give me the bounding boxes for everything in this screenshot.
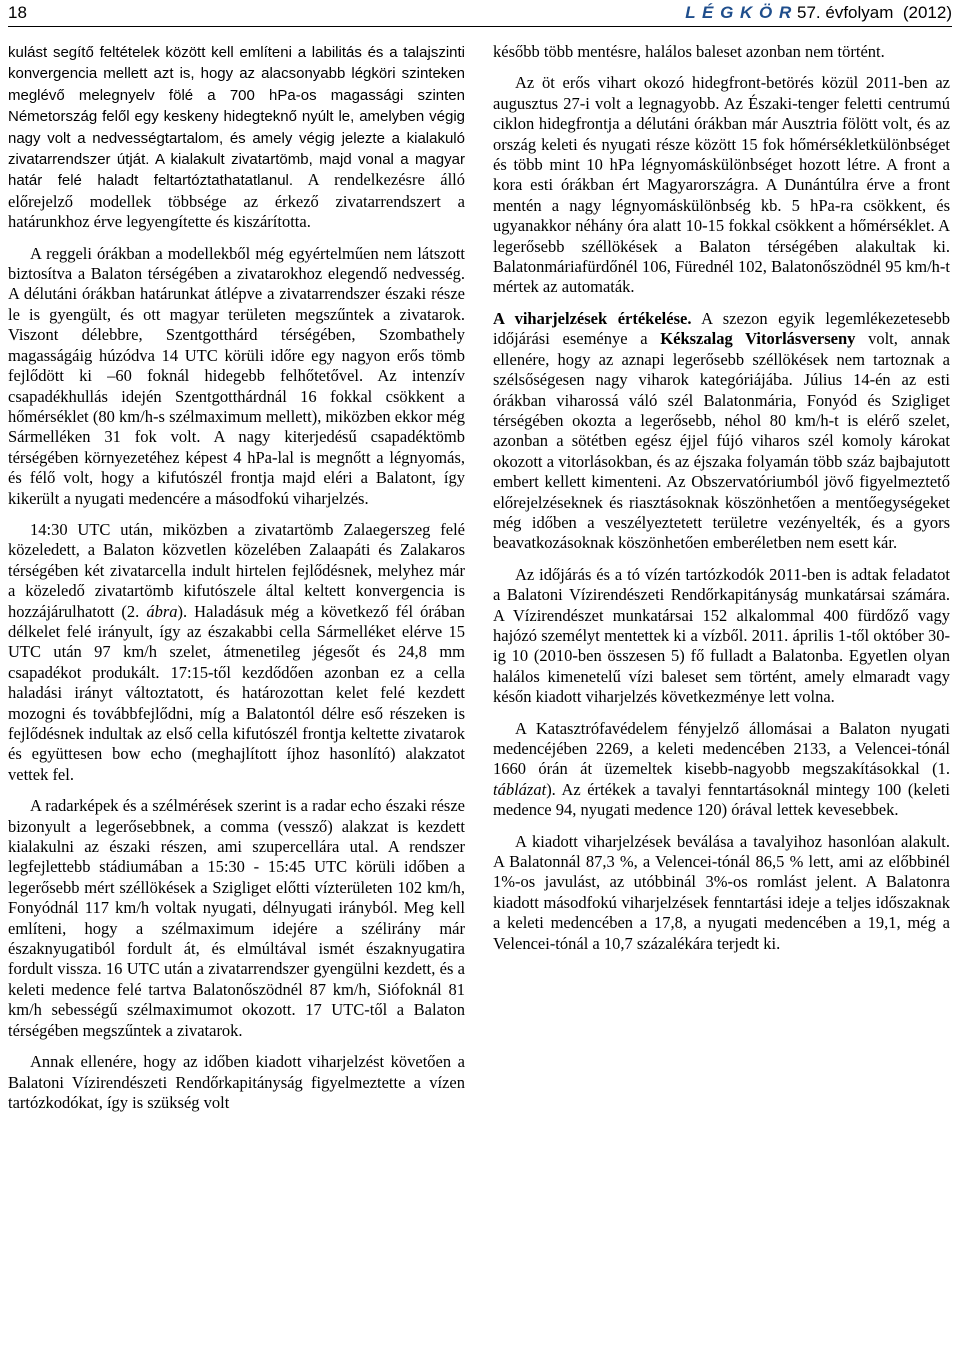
journal-name: L É G K Ö R <box>685 3 793 22</box>
figure-reference: ábra <box>146 601 178 621</box>
left-column <box>8 42 465 1124</box>
paragraph: A reggeli órákban a modellekből még egyértelműen nem látszott biztosítva a Balaton térségében a zivatarokhoz elegendő nedvesség. A délutáni órákban határunkat átlépve a zivatarrendszer északi része le is gyengült, és ott magyar területen megszűntek a zivatarok. Viszont délebbre, Szentgotthárd térségében, Szombathely magasságáig húzódva 14 UTC körüli időre egy nagyon erős tömb fejlődött ki –60 foknál hidegebb felhőtetővel. Az intenzív csapadékhullás idején Szentgotthárdnál 16 fokkal csökkent a hőmérséklet (80 km/h-s szélmaximum mellett), miközben ekkor még Sármelléken 31 fok volt. A nagy kiterjedésű csapadéktömb térségében környezetéhez képest 4 hPa-lal is megnőtt a légnyomás, és félő volt, hogy a kifutószél frontja majd eléri a Balatont, így kikerült a nyugati medencére a másodfokú viharjelzés. <box>8 243 465 508</box>
paragraph: A radarképek és a szélmérések szerint is a radar echo északi része bizonyult a legerősebbnek, a comma (vessző) alakzat is kezdett kialakulni az északi részen, ami szupercellára utal. A rendszer legfejlettebb stádiumában a 15:30 - 15:45 UTC körüli időben a legerősebb mért széllökések a Szigliget előtti vízterületen 102 km/h, Fonyódnál 117 km/h voltak nyugati, délnyugati irányból. Meg kell említeni, hogy a szélmaximum idejére a szélirány már északnyugatiból fordult át, és elmúltával ismét északnyugatira fordult vissza. 16 UTC után a zivatarrendszer gyengülni kezdett, és a keleti medence felé tartva Balatonőszödnél 87 km/h, Siófoknál 81 km/h sebességű szélmaximumot okozott. 17 UTC-től a Balaton térségében megszűntek a zivatarok. <box>8 796 465 1040</box>
journal-info <box>685 3 952 23</box>
paragraph <box>8 42 465 233</box>
journal-volume: 57. évfolyam (2012) <box>792 3 952 22</box>
paragraph <box>8 520 465 785</box>
section-heading: A viharjelzések értékelése. <box>493 308 692 328</box>
paragraph-text: A szezon egyik legemlékezetesebb időjárási eseménye a <box>493 308 950 349</box>
page-number: 18 <box>8 3 27 22</box>
page-header <box>8 0 952 27</box>
paragraph-text: ). Haladásuk még a következő fél órában délkelet felé irányult, így az északabbi cella Sármelléket elérve 15 UTC után 97 km/h szelet, átmenetileg jégesőt és 24,8 mm csapadékot produkált. 17:15-től kezdődően azonban ez a cella haladási irányt változtatott, és határozottan kelet felé kezdett mozogni és továbbfejlődni, míg a Balatontól délre eső részeken is fejlődésnek indultak az első cella kifutószél frontja keltette zivatarok és együttesen bow echo (meghajlított íjhoz hasonlító) alakzatot vettek fel. <box>8 601 466 784</box>
paragraph-text: ). Az értékek a tavalyi fenntartásoknál mintegy 100 (keleti medence 94, nyugati medence 120) órával lettek kevesebbek. <box>493 779 950 820</box>
paragraph-text: volt, annak ellenére, hogy az aznapi legerősebb széllökések nem tartoznak a szélsőségesen nagy viharok kategóriájába. Július 14-én az esti órákban viharossá váló szél Balatonmária, Fonyód és Szigliget térségében okozta a legerősebb, néhol 80 km/h-t is elérő szelet, azonban a sötétben egész éjjel fújó viharos szél komoly károkat okozott a vitorlásokban, és az éjszaka folyamán több száz bajbajutott embert kellett kimenteni. Az Obszervatóriumból jövő figyelmeztető előrejelzéseknek és riasztásoknak köszönhetően a mentőegységeket még időben a veszélyeztetett területre vezényelték, és a gyors beavatkozásoknak köszönhetően emberéletben nem esett kár. <box>493 329 950 553</box>
paragraph: Annak ellenére, hogy az időben kiadott viharjelzést követően a Balatoni Vízirendészeti Rendőrkapitányság figyelmeztette a vízen tartózkodókat, így is szükség volt <box>8 1052 465 1112</box>
table-reference: táblázat <box>493 779 547 799</box>
paragraph: A kiadott viharjelzések beválása a tavalyihoz hasonlóan alakult. A Balatonnál 87,3 %, a Velencei-tónál 86,5 % lett, ami az előbbinél 1%-os javulást, az utóbbinál 3%-os romlást jelent. A Balatonra kiadott másodfokú viharjelzések fenntartási ideje a teljes időszaknak a keleti medencében a 17,8, a nyugati medencében a 19,1, még a Velencei-tónál a 10,7 százalékára terjedt ki. <box>493 831 950 953</box>
right-column <box>493 42 950 965</box>
paragraph-text: A Katasztrófavédelem fényjelző állomásai a Balaton nyugati medencéjében 2269, a keleti medencében 2133, a Velencei-tónál 1660 órán át üzemeltek kisebb-nagyobb megszakításokkal (1. <box>493 718 950 779</box>
event-name: Kékszalag Vitorlásverseny <box>660 329 856 349</box>
paragraph: Az öt erős vihart okozó hidegfront-betörés közül 2011-ben az augusztus 27-i volt a legnagyobb. Az Északi-tenger feletti centrumú ciklon hidegfrontja a délutáni órákban már Ausztria fölött volt, és az ország keleti és nyugati része között 15 fok hőmérsékletkülönbséget és több mint 10 hPa légnyomáskülönbséget hozott létre. A front a kora esti órákban ért Magyarországra. A Dunántúlra érve a front mentén a nagy légnyomáskülönbség kb. 5 hPa-ra csökkent, és ugyanakkor néhány óra alatt 10-15 fokkal csökkent a hőmérséklet. A legerősebb széllökések a Balaton térségében alakultak ki. Balatonmáriafürdőnél 106, Fürednél 102, Balatonőszödnél 95 km/h-t mértek az automaták. <box>493 73 950 297</box>
paragraph-text: 14:30 UTC után, miközben a zivatartömb Zalaegerszeg felé közeledett, a Balaton közvetlen közelében Zalaapáti és Zalakaros térségében két zivatarcella indult hirtelen fejlődésnek, melyhez már a közeledő zivatartömb kifutószele által keltett konvergencia is hozzájárulhatott (2. <box>8 519 465 621</box>
paragraph: később több mentésre, halálos baleset azonban nem történt. <box>493 42 885 61</box>
paragraph-text: A rendelkezésre álló előrejelző modellek többsége az érkező zivatarrendszert a határunkhoz érve legyengítette és kiszárította. <box>8 170 465 232</box>
paragraph <box>493 719 950 821</box>
paragraph-text: kulást segítő feltételek között kell említeni a labilitás és a talajszinti konvergencia mellett azt is, hogy az alacsonyabb légköri szinteken meglévő melegnyelv fölé a 700 hPa-os magassági szinten Németország felől egy keskeny hidegteknő nyúlt le, amelyben végig nagy volt a nedvességtartalom, és amely végig jelezte a kialakuló zivatarrendszer útját. A kialakult zivatartömb, majd vonal a magyar határ felé haladt feltartóztathatatlanul. <box>8 44 465 190</box>
paragraph: Az időjárás és a tó vízén tartózkodók 2011-ben is adtak feladatot a Balatoni Vízirendészeti Rendőrkapitányság munkatársai számára. A Vízirendészet munkatársai 152 alkalommal 400 fürdőző vagy hajózó személyt mentettek ki a vízből. 2011. április 1-től október 30-ig 10 (2010-ben összesen 5) fő fulladt a Balatonba. Egyetlen olyan halálos kimenetelű vízi baleset sem történt, amely elmaradt vagy későn kiadott viharjelzés következménye lett volna. <box>493 564 950 707</box>
paragraph <box>493 309 950 554</box>
